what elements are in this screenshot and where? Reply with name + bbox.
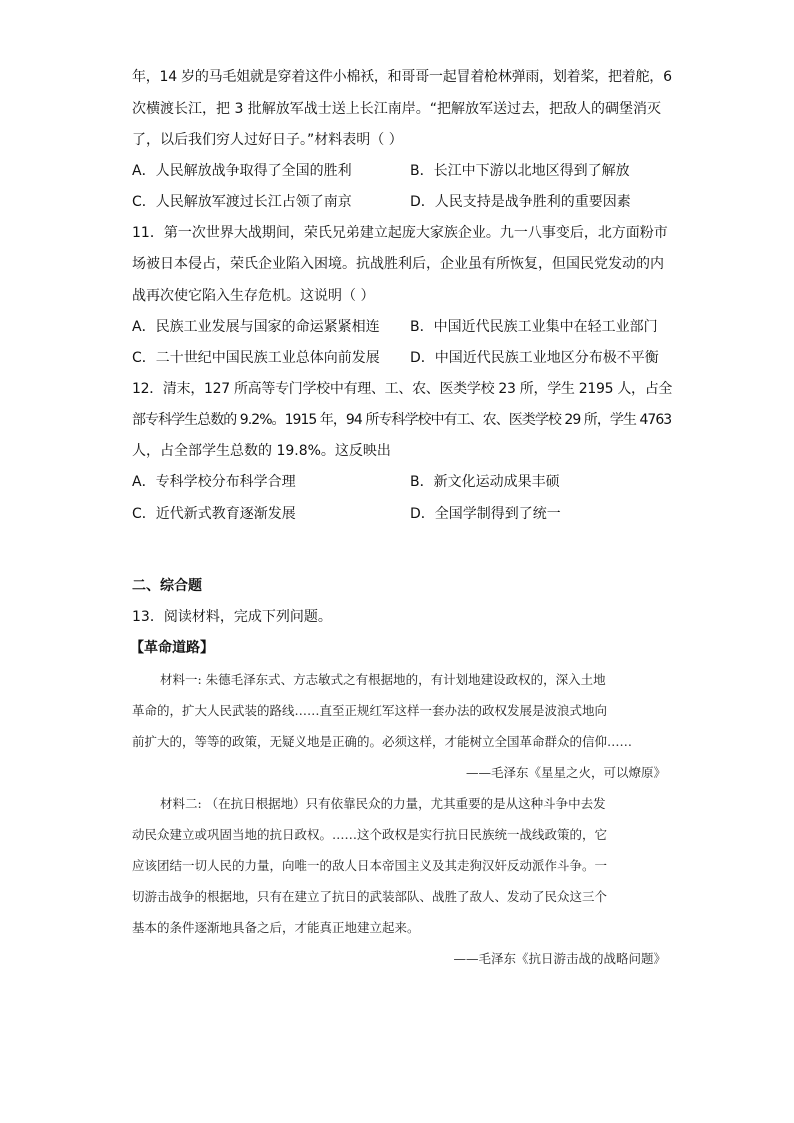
q11-option-b: B．中国近代民族工业集中在轻工业部门 xyxy=(410,319,658,335)
material2-line-4: 切游击战争的根据地，只有在建立了抗日的武装部队、战胜了敌人、发动了民众这三个 xyxy=(132,889,608,904)
material2-line-5: 基本的条件逐渐地具备之后，才能真正地建立起来。 xyxy=(132,920,420,935)
q12-line-1: 12．清末，127 所高等专门学校中有理、工、农、医类学校 23 所，学生 2195 人，占全 xyxy=(132,381,673,397)
material1-line-1: 材料一: 朱德毛泽东式、方志敏式之有根据地的，有计划地建设政权的，深入土地 xyxy=(160,672,606,687)
topic-heading: 【革命道路】 xyxy=(130,640,214,656)
q11-option-a: A．民族工业发展与国家的命运紧紧相连 xyxy=(132,319,380,335)
q11-option-c: C．二十世纪中国民族工业总体向前发展 xyxy=(132,350,380,366)
q13-prompt: 13．阅读材料，完成下列问题。 xyxy=(132,609,332,625)
q10-line-1: 年，14 岁的马毛姐就是穿着这件小棉袄，和哥哥一起冒着枪林弹雨，划着桨，把着舵，6 xyxy=(132,69,672,85)
q11-line-3: 战再次使它陷入生存危机。这说明（ ） xyxy=(132,288,375,304)
material1-source: ——毛泽东《星星之火，可以燎原》 xyxy=(465,765,666,780)
q10-option-a: A．人民解放战争取得了全国的胜利 xyxy=(132,163,352,179)
material2-line-1: 材料二: （在抗日根据地）只有依靠民众的力量，尤其重要的是从这种斗争中去发 xyxy=(160,796,606,811)
q12-option-c: C．近代新式教育逐渐发展 xyxy=(132,506,296,522)
q12-line-2: 部专科学生总数的 9.2%。1915 年，94 所专科学校中有工、农、医类学校 29 所，学生 4763 xyxy=(132,412,672,428)
q10-option-d: D．人民支持是战争胜利的重要因素 xyxy=(410,194,631,210)
q10-line-3: 了，以后我们穷人过好日子。”材料表明（ ） xyxy=(132,132,403,148)
q12-option-b: B．新文化运动成果丰硕 xyxy=(410,474,560,490)
q11-line-2: 场被日本侵占，荣氏企业陷入困境。抗战胜利后，企业虽有所恢复，但国民党发动的内 xyxy=(132,256,664,272)
material1-line-2: 革命的，扩大人民武装的路线……直至正规红军这样一套办法的政权发展是波浪式地向 xyxy=(132,703,608,718)
q10-line-2: 次横渡长江，把 3 批解放军战士送上长江南岸。“把解放军送过去，把敌人的碉堡消灭 xyxy=(132,101,662,117)
q12-option-a: A．专科学校分布科学合理 xyxy=(132,474,296,490)
material2-line-2: 动民众建立或巩固当地的抗日政权。……这个政权是实行抗日民族统一战线政策的，它 xyxy=(132,827,608,842)
q12-option-d: D．全国学制得到了统一 xyxy=(410,506,561,522)
material2-line-3: 应该团结一切人民的力量，向唯一的敌人日本帝国主义及其走狗汉奸反动派作斗争。一 xyxy=(132,858,608,873)
material1-line-3: 前扩大的，等等的政策，无疑义地是正确的。必须这样，才能树立全国革命群众的信仰…… xyxy=(132,734,633,749)
q11-option-d: D．中国近代民族工业地区分布极不平衡 xyxy=(410,350,659,366)
q11-line-1: 11．第一次世界大战期间，荣氏兄弟建立起庞大家族企业。九一八事变后，北方面粉市 xyxy=(132,225,668,241)
q12-line-3: 人，占全部学生总数的 19.8%。这反映出 xyxy=(132,443,391,459)
q10-option-c: C．人民解放军渡过长江占领了南京 xyxy=(132,194,352,210)
material2-source: ——毛泽东《抗日游击战的战略问题》 xyxy=(453,951,666,966)
q10-option-b: B．长江中下游以北地区得到了解放 xyxy=(410,163,630,179)
section-title: 二、综合题 xyxy=(132,578,202,594)
